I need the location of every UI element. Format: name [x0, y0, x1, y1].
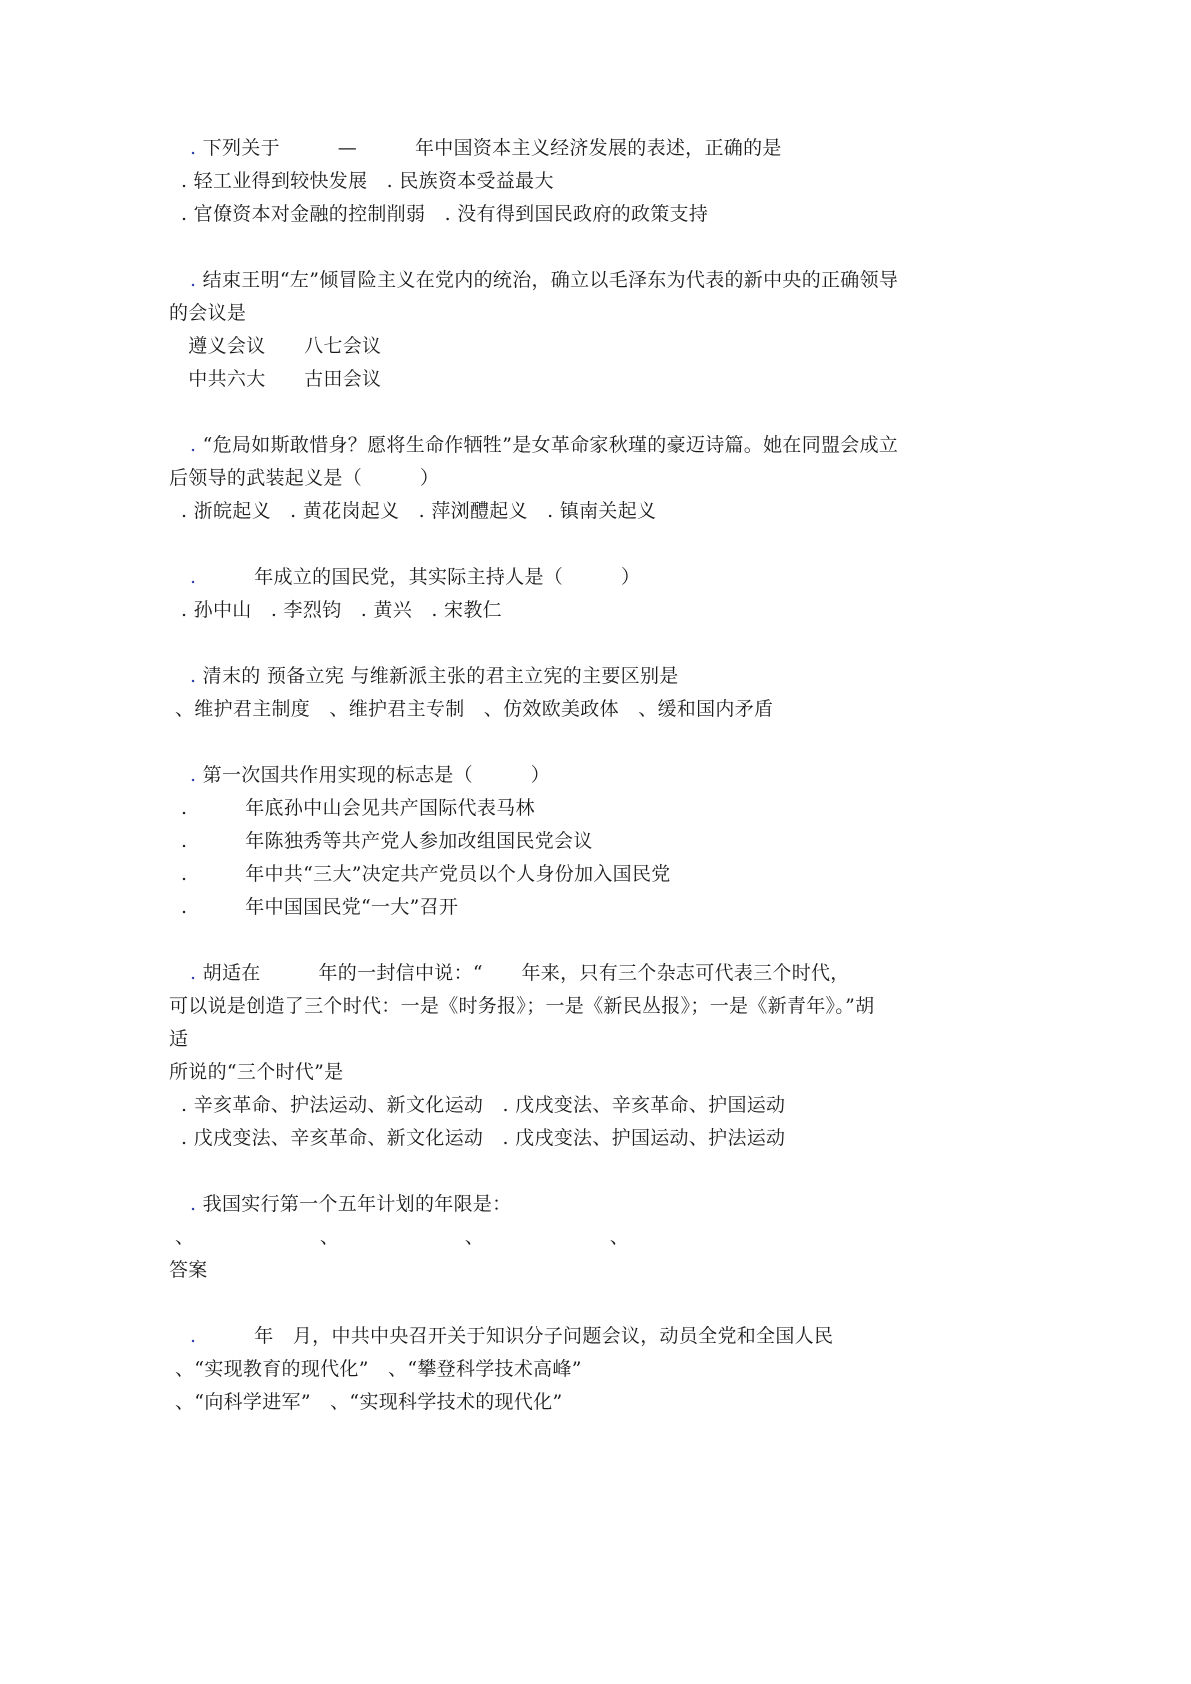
question-3-stem-cont: 后领导的武装起义是（ ）	[169, 467, 440, 489]
question-number-marker: .	[190, 764, 197, 786]
question-number-marker: .	[190, 269, 197, 291]
question-7-option-row: . 辛亥革命、护法运动、新文化运动 . 戊戌变法、辛亥革命、护国运动	[181, 1094, 786, 1116]
question-6-option-row: . 年陈独秀等共产党人参加改组国民党会议	[181, 830, 593, 852]
question-7-stem-cont: 所说的“三个时代”是	[169, 1061, 344, 1083]
question-3-stem: . “危局如斯敢惜身？愿将生命作牺牲”是女革命家秋瑾的豪迈诗篇。她在同盟会成立	[190, 434, 899, 456]
question-6-option-row: . 年底孙中山会见共产国际代表马林	[181, 797, 535, 819]
question-6-stem: . 第一次国共作用实现的标志是（ ）	[190, 764, 551, 786]
question-2-option-row: 中共六大 古田会议	[169, 368, 382, 390]
question-5-option-row: 、维护君主制度 、维护君主专制 、仿效欧美政体 、缓和国内矛盾	[175, 698, 774, 720]
question-1-stem: . 下列关于 — 年中国资本主义经济发展的表述，正确的是	[190, 137, 782, 159]
question-number-marker: .	[190, 1325, 197, 1347]
question-8-option-row: 、 、 、 、	[175, 1226, 630, 1248]
question-1-option-row: . 轻工业得到较快发展 . 民族资本受益最大	[181, 170, 554, 192]
question-9-option-row: 、“向科学进军” 、“实现科学技术的现代化”	[175, 1391, 563, 1413]
question-9-stem: . 年 月，中共中央召开关于知识分子问题会议，动员全党和全国人民	[190, 1325, 834, 1347]
question-number-marker: .	[190, 137, 197, 159]
question-4-stem: . 年成立的国民党，其实际主持人是（ ）	[190, 566, 641, 588]
question-2-option-row: 遵义会议 八七会议	[169, 335, 382, 357]
question-9-option-row: 、“实现教育的现代化” 、“攀登科学技术高峰”	[175, 1358, 582, 1380]
question-7-option-row: . 戊戌变法、辛亥革命、新文化运动 . 戊戌变法、护国运动、护法运动	[181, 1127, 786, 1149]
question-7-stem-cont: 适	[169, 1028, 189, 1050]
question-6-option-row: . 年中共“三大”决定共产党员以个人身份加入国民党	[181, 863, 671, 885]
question-number-marker: .	[190, 962, 197, 984]
answer-label: 答案	[169, 1259, 208, 1281]
question-7-stem: . 胡适在 年的一封信中说：“ 年来，只有三个杂志可代表三个时代，	[190, 962, 850, 984]
question-number-marker: .	[190, 1193, 197, 1215]
question-number-marker: .	[190, 566, 197, 588]
question-2-stem: . 结束王明“左”倾冒险主义在党内的统治，确立以毛泽东为代表的新中央的正确领导	[190, 269, 899, 291]
question-4-option-row: . 孙中山 . 李烈钧 . 黄兴 . 宋教仁	[181, 599, 502, 621]
question-1-option-row: . 官僚资本对金融的控制削弱 . 没有得到国民政府的政策支持	[181, 203, 709, 225]
question-number-marker: .	[190, 434, 197, 456]
question-6-option-row: . 年中国国民党“一大”召开	[181, 896, 459, 918]
question-2-stem-cont: 的会议是	[169, 302, 247, 324]
question-8-stem: . 我国实行第一个五年计划的年限是：	[190, 1193, 512, 1215]
question-3-option-row: . 浙皖起义 . 黄花岗起义 . 萍浏醴起义 . 镇南关起义	[181, 500, 657, 522]
question-7-stem-cont: 可以说是创造了三个时代：一是《时务报》；一是《新民丛报》；一是《新青年》。”胡	[169, 995, 875, 1017]
question-5-stem: . 清末的 预备立宪 与维新派主张的君主立宪的主要区别是	[190, 665, 679, 687]
question-number-marker: .	[190, 665, 197, 687]
